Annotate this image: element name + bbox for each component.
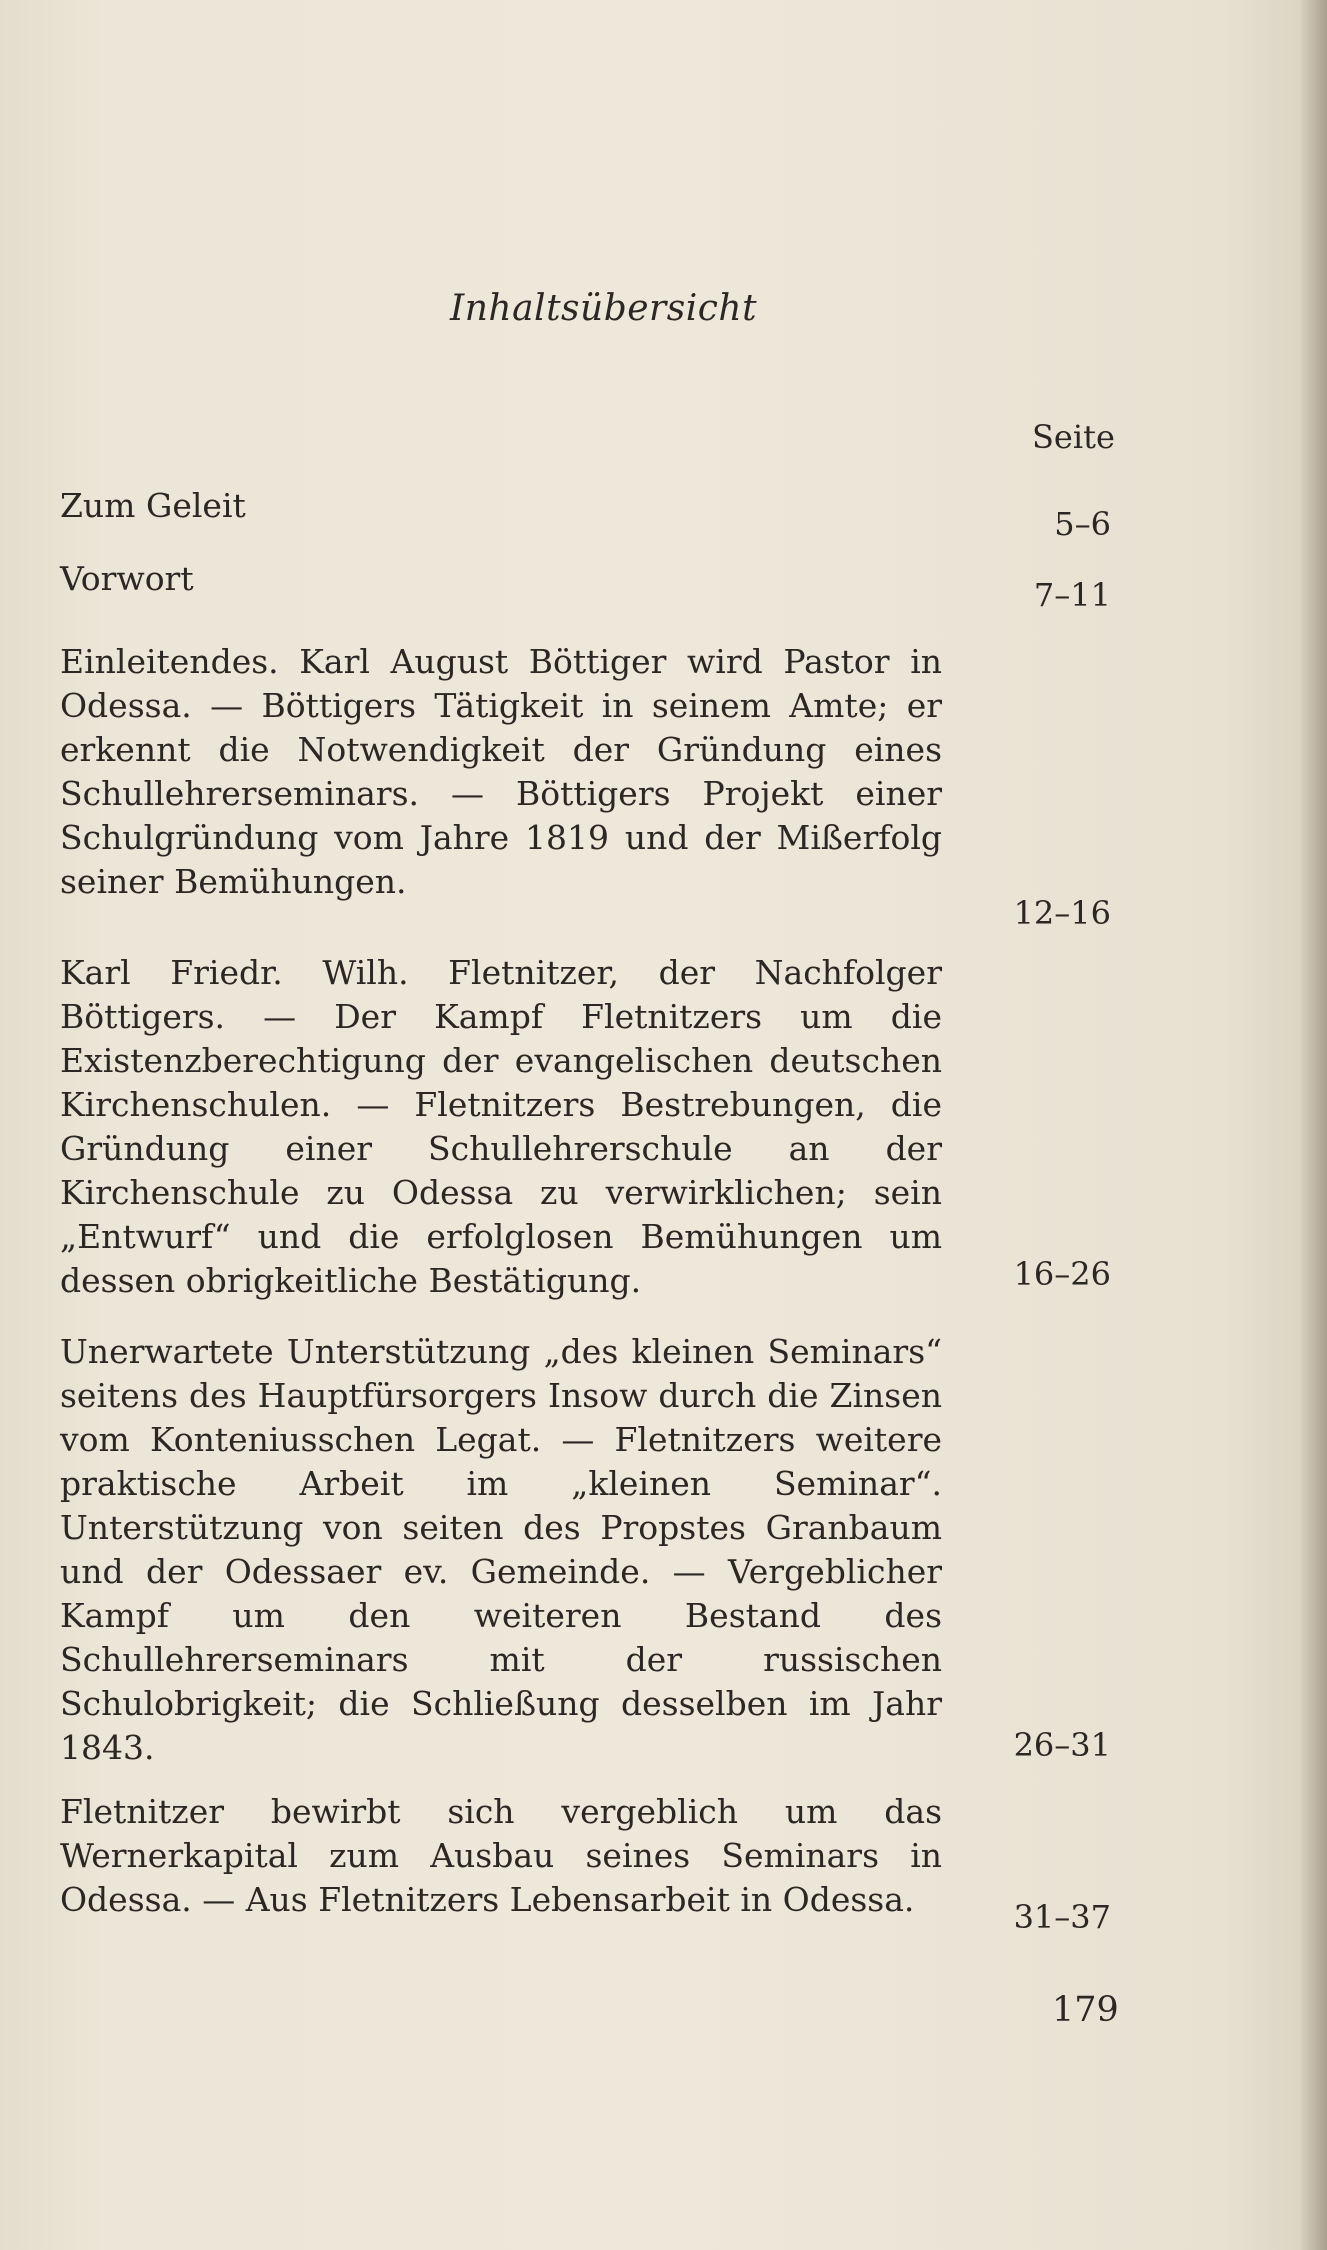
toc-entry-pages: 16–26	[1013, 1255, 1111, 1293]
toc-entry-text: Fletnitzer bewirbt sich vergeblich um das Wernerkapital zum Ausbau seines Seminars in Odessa. — Aus Fletnitzers Lebensarbeit in Odessa.	[60, 1792, 942, 1919]
page-title: Inhaltsübersicht	[450, 288, 758, 329]
toc-entry-pages: 31–37	[1013, 1898, 1111, 1936]
toc-entry-text: Unerwartete Unterstützung „des kleinen Seminars“ seitens des Hauptfürsorgers Insow durch die Zinsen vom Konteniusschen Legat. — Fletnitzers weitere praktische Arbeit im „kleinen Seminar“. Unterstützung von seiten des Propstes Granbaum und der Odessaer ev. Gemeinde. — Vergeblicher Kampf um den weiteren Bestand des Schullehrerseminars mit der russischen Schulobrigkeit; die Schließung desselben im Jahr 1843.	[60, 1332, 942, 1767]
toc-entry-pages: 5–6	[1054, 505, 1111, 543]
toc-entry-text: Vorwort	[60, 559, 194, 598]
page-number: 179	[1052, 1990, 1119, 2030]
toc-entry-pages: 12–16	[1013, 894, 1111, 932]
toc-entry-pages: 26–31	[1013, 1726, 1111, 1764]
toc-entry-text: Zum Geleit	[60, 486, 246, 525]
toc-entry-pages: 7–11	[1033, 576, 1111, 614]
toc-entry-text: Karl Friedr. Wilh. Fletnitzer, der Nachfolger Böttigers. — Der Kampf Fletnitzers um die Existenzberechtigung der evangelischen deutschen Kirchenschulen. — Fletnitzers Bestrebungen, die Gründung einer Schullehrerschule an der Kirchenschule zu Odessa zu verwirklichen; sein „Entwurf“ und die erfolglosen Bemühungen um dessen obrigkeitliche Bestätigung.	[60, 953, 942, 1300]
toc-entry-text: Einleitendes. Karl August Böttiger wird Pastor in Odessa. — Böttigers Tätigkeit in seinem Amte; er erkennt die Notwendigkeit der Gründung eines Schullehrerseminars. — Böttigers Projekt einer Schulgründung vom Jahre 1819 und der Mißerfolg seiner Bemühungen.	[60, 642, 942, 901]
page-edge	[1301, 0, 1327, 2250]
page-column-header: Seite	[1032, 418, 1115, 456]
